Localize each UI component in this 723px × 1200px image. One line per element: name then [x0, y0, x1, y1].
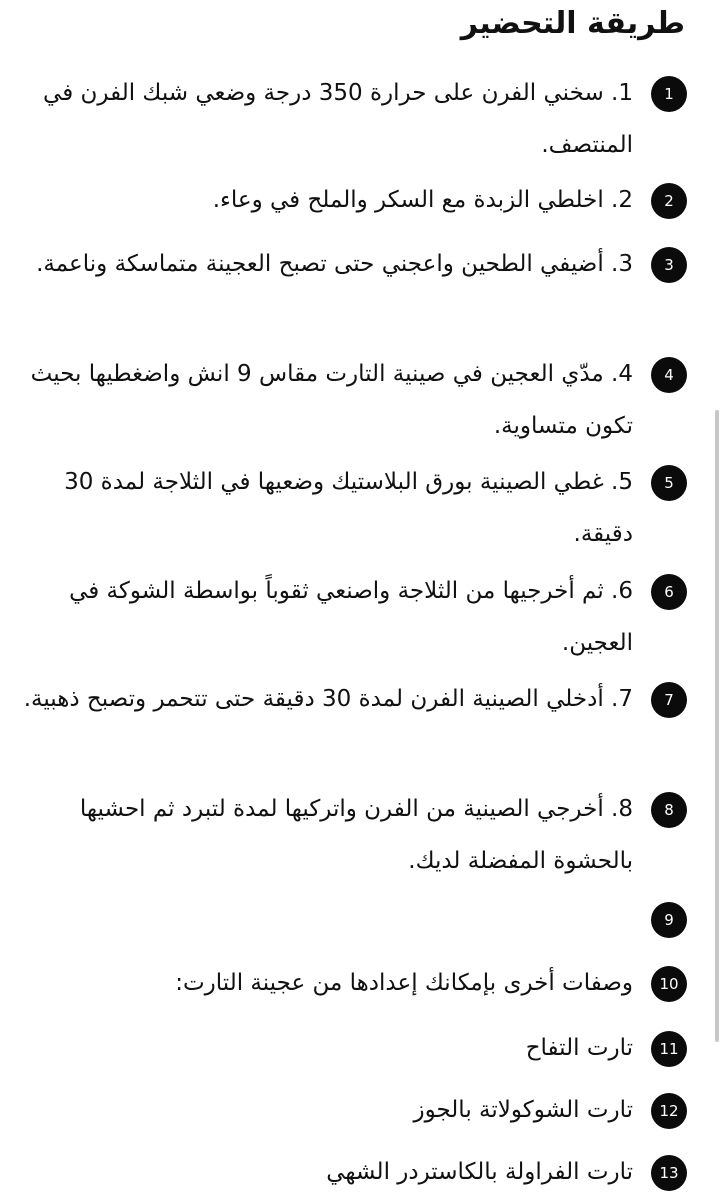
step-number-badge: 4	[651, 357, 687, 393]
step-number-badge: 3	[651, 247, 687, 283]
step-number-badge: 10	[651, 966, 687, 1002]
step-text: 6. ثم أخرجيها من الثلاجة واصنعي ثقوباً بواسطة الشوكة في العجين.	[69, 578, 633, 656]
step-text: تارت التفاح	[525, 1035, 633, 1061]
step-text: تارت الفراولة بالكاستردر الشهي	[326, 1159, 633, 1185]
step-number-badge: 1	[651, 76, 687, 112]
step-number-badge: 11	[651, 1031, 687, 1067]
step-item	[20, 238, 687, 290]
step-item	[20, 673, 687, 725]
step-item	[20, 1146, 687, 1198]
step-item	[20, 1084, 687, 1136]
step-text: 5. غطي الصينية بورق البلاستيك وضعيها في الثلاجة لمدة 30 دقيقة.	[64, 469, 633, 547]
step-text: 7. أدخلي الصينية الفرن لمدة 30 دقيقة حتى تتحمر وتصبح ذهبية.	[23, 686, 633, 712]
step-number-badge: 12	[651, 1093, 687, 1129]
step-text: 4. مدّي العجين في صينية التارت مقاس 9 انش واضغطيها بحيث تكون متساوية.	[30, 361, 633, 439]
step-text: 8. أخرجي الصينية من الفرن واتركيها لمدة لتبرد ثم احشيها بالحشوة المفضلة لديك.	[79, 796, 633, 874]
step-item	[20, 1022, 687, 1074]
step-text: تارت الشوكولاتة بالجوز	[413, 1097, 633, 1123]
step-item	[20, 565, 687, 669]
step-number-badge: 6	[651, 574, 687, 610]
step-item	[20, 67, 687, 171]
step-item	[20, 783, 687, 887]
step-number-badge: 7	[651, 682, 687, 718]
step-item	[20, 174, 687, 226]
step-item	[20, 348, 687, 452]
step-text: وصفات أخرى بإمكانك إعدادها من عجينة التارت:	[175, 970, 633, 996]
step-number-badge: 5	[651, 465, 687, 501]
step-number-badge: 13	[651, 1155, 687, 1191]
step-text: 3. أضيفي الطحين واعجني حتى تصبح العجينة متماسكة وناعمة.	[36, 251, 633, 277]
vertical-scrollbar[interactable]	[715, 410, 719, 1042]
step-item	[20, 893, 687, 938]
step-number-badge: 8	[651, 792, 687, 828]
step-number-badge: 2	[651, 183, 687, 219]
section-title: طريقة التحضير	[460, 6, 685, 41]
step-number-badge: 9	[651, 902, 687, 938]
step-item	[20, 957, 687, 1009]
step-text: 1. سخني الفرن على حرارة 350 درجة وضعي شبك الفرن في المنتصف.	[43, 80, 633, 158]
step-text: 2. اخلطي الزبدة مع السكر والملح في وعاء.	[212, 187, 633, 213]
step-item	[20, 456, 687, 560]
